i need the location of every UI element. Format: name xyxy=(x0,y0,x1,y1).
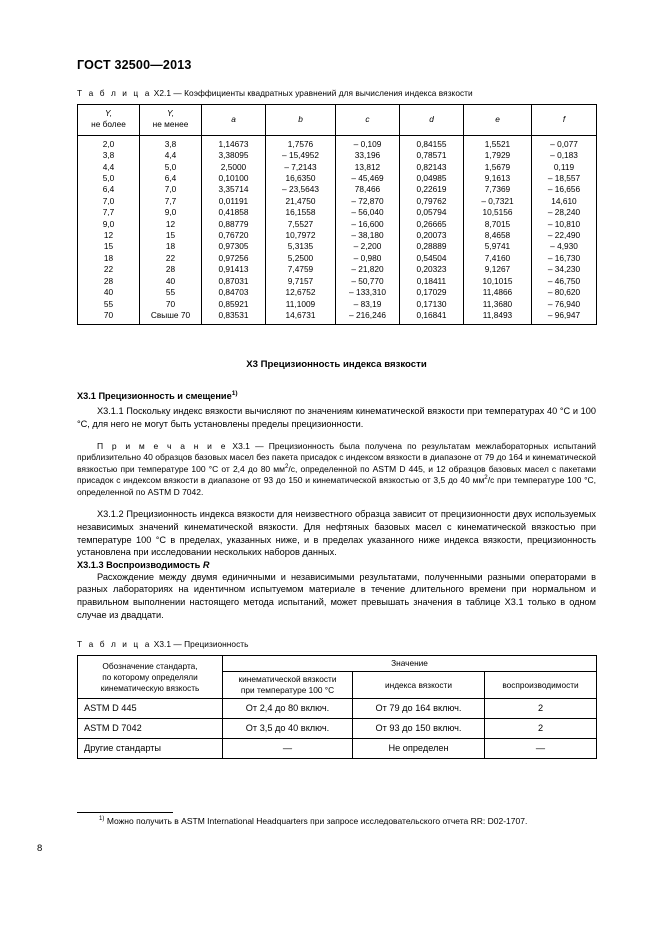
table-cell: 7,4759 xyxy=(266,264,336,275)
table-cell: – 4,930 xyxy=(532,241,597,252)
table-cell: 7,5527 xyxy=(266,219,336,230)
table-cell: 3,8 xyxy=(140,135,202,150)
table-cell: 5,3135 xyxy=(266,241,336,252)
table-cell: Не определен xyxy=(353,739,485,759)
table-cell: 1,5521 xyxy=(464,135,532,150)
table-cell: — xyxy=(223,739,353,759)
subsection-heading-x31 xyxy=(77,391,596,401)
table-cell: – 133,310 xyxy=(336,287,400,298)
table-x21-col-y-min xyxy=(140,105,202,136)
table-cell: 3,38095 xyxy=(202,150,266,161)
table-row xyxy=(78,173,597,184)
table-cell: – 46,750 xyxy=(532,276,597,287)
table-cell: 2,5000 xyxy=(202,162,266,173)
table-cell: 9,0 xyxy=(78,219,140,230)
table-cell: 22 xyxy=(140,253,202,264)
table-cell: 5,2500 xyxy=(266,253,336,264)
table-cell: 0,20073 xyxy=(400,230,464,241)
table-cell: 33,196 xyxy=(336,150,400,161)
footnote-marker: 1) xyxy=(99,815,105,823)
table-cell: 55 xyxy=(140,287,202,298)
table-x21-col-d-symbol: d xyxy=(429,113,434,124)
standard-header: ГОСТ 32500—2013 xyxy=(77,58,192,72)
table-cell: 14,6731 xyxy=(266,310,336,325)
table-cell: 0,16841 xyxy=(400,310,464,325)
table-cell: 7,7 xyxy=(78,207,140,218)
table-cell: 2 xyxy=(485,719,597,739)
table-cell: 0,84155 xyxy=(400,135,464,150)
table-cell: От 3,5 до 40 включ. xyxy=(223,719,353,739)
paragraph-x313: Расхождение между двумя единичными и независимыми результатами, полученными разными операторами в разных лабораториях на идентичном испытуемом материале в течение длительного времени при нормальном и правильном выполнении настоящего метода испытаний, может превышать значения в таблице X3.1 только в одном случае из двадцати. xyxy=(77,571,596,620)
table-cell: ASTM D 445 xyxy=(78,699,223,719)
table-cell: 5,0 xyxy=(140,162,202,173)
table-row xyxy=(78,196,597,207)
table-x21-col-y-max-sub: не более xyxy=(91,119,126,130)
table-cell: 2 xyxy=(485,699,597,719)
table-cell: – 23,5643 xyxy=(266,184,336,195)
footnote-1 xyxy=(77,816,596,827)
table-cell: 0,17130 xyxy=(400,299,464,310)
table-cell: — xyxy=(485,739,597,759)
table-cell: От 79 до 164 включ. xyxy=(353,699,485,719)
table-cell: – 96,947 xyxy=(532,310,597,325)
table-x31-col-standard xyxy=(78,656,223,699)
table-cell: От 93 до 150 включ. xyxy=(353,719,485,739)
table-cell: 0,79762 xyxy=(400,196,464,207)
table-row xyxy=(78,241,597,252)
note-x31-text-1: Прецизионность была получена по результатам межлабораторных испытаний приблизительно 40 образцов базовых масел без пакета присадок с индексом вязкости в диапазоне от 79 до 164 и кинематической вязкостью при температуре 100 °С от 2,4 до 80 мм xyxy=(77,440,597,474)
table-x31-caption-number: X3.1 xyxy=(153,639,172,650)
table-row xyxy=(78,719,597,739)
table-x31-col-standard-line1: Обозначение стандарта, xyxy=(102,660,198,671)
table-x31-caption-label: Т а б л и ц а xyxy=(77,639,152,650)
table-cell: 0,83531 xyxy=(202,310,266,325)
table-x21-body xyxy=(78,135,597,325)
table-x21-col-f-symbol: f xyxy=(562,113,566,124)
table-cell: 12 xyxy=(140,219,202,230)
note-x31 xyxy=(77,441,596,499)
table-x21-col-c xyxy=(336,105,400,136)
table-row xyxy=(78,739,597,759)
table-cell: – 7,2143 xyxy=(266,162,336,173)
table-cell: 0,78571 xyxy=(400,150,464,161)
table-cell: 0,04985 xyxy=(400,173,464,184)
table-x21 xyxy=(77,104,597,325)
table-x21-col-a-symbol: a xyxy=(231,113,236,124)
table-cell: 78,466 xyxy=(336,184,400,195)
table-cell: 1,7576 xyxy=(266,135,336,150)
table-x21-caption xyxy=(77,88,596,98)
table-x31 xyxy=(77,655,597,759)
table-x21-col-a xyxy=(202,105,266,136)
table-cell: 28 xyxy=(78,276,140,287)
table-cell: 9,0 xyxy=(140,207,202,218)
table-cell: Другие стандарты xyxy=(78,739,223,759)
table-cell: 0,97256 xyxy=(202,253,266,264)
footnote-separator xyxy=(77,812,173,813)
table-cell: – 22,490 xyxy=(532,230,597,241)
table-cell: 1,7929 xyxy=(464,150,532,161)
table-cell: 0,85921 xyxy=(202,299,266,310)
section-heading: X3 Прецизионность индекса вязкости xyxy=(246,359,427,371)
table-cell: 16,1558 xyxy=(266,207,336,218)
table-cell: 28 xyxy=(140,264,202,275)
table-cell: – 80,620 xyxy=(532,287,597,298)
table-cell: 4,4 xyxy=(78,162,140,173)
table-cell: 18 xyxy=(140,241,202,252)
table-cell: – 0,980 xyxy=(336,253,400,264)
table-cell: 55 xyxy=(78,299,140,310)
table-cell: 0,22619 xyxy=(400,184,464,195)
note-exponent-2: 2 xyxy=(484,474,488,482)
table-x21-col-f xyxy=(532,105,597,136)
table-cell: 9,1267 xyxy=(464,264,532,275)
footnote-area xyxy=(77,812,596,827)
table-cell: – 45,469 xyxy=(336,173,400,184)
table-cell: 5,9741 xyxy=(464,241,532,252)
table-x21-col-y-max xyxy=(78,105,140,136)
table-cell: – 16,600 xyxy=(336,219,400,230)
table-x21-caption-label: Т а б л и ц а xyxy=(77,88,152,98)
table-cell: – 34,230 xyxy=(532,264,597,275)
table-cell: 0,84703 xyxy=(202,287,266,298)
table-cell: – 2,200 xyxy=(336,241,400,252)
table-cell: 7,0 xyxy=(140,184,202,195)
table-x31-col-viscosity-index: индекса вязкости xyxy=(353,672,485,699)
table-x21-col-e-symbol: e xyxy=(495,113,500,124)
table-cell: – 18,557 xyxy=(532,173,597,184)
table-cell: 0,28889 xyxy=(400,241,464,252)
table-cell: 1,5679 xyxy=(464,162,532,173)
page-content xyxy=(77,88,596,759)
table-cell: 3,35714 xyxy=(202,184,266,195)
table-x21-col-y-min-symbol: Y, xyxy=(166,108,175,118)
table-cell: 40 xyxy=(78,287,140,298)
table-cell: – 216,246 xyxy=(336,310,400,325)
table-cell: – 16,656 xyxy=(532,184,597,195)
table-cell: 11,1009 xyxy=(266,299,336,310)
table-x21-col-d xyxy=(400,105,464,136)
table-cell: 11,3680 xyxy=(464,299,532,310)
table-x21-col-y-max-symbol: Y, xyxy=(104,108,113,118)
table-cell: 0,05794 xyxy=(400,207,464,218)
table-cell: – 10,810 xyxy=(532,219,597,230)
subsection-heading-x31-text: X3.1 Прецизионность и смещение xyxy=(77,391,232,402)
table-cell: 7,7 xyxy=(140,196,202,207)
table-cell: 3,8 xyxy=(78,150,140,161)
subsection-heading-x313-text: X3.1.3 Воспроизводимость xyxy=(77,559,201,570)
table-x31-caption-dash: — xyxy=(173,639,182,650)
table-cell: – 83,19 xyxy=(336,299,400,310)
table-cell: 2,0 xyxy=(78,135,140,150)
table-cell: 0,10100 xyxy=(202,173,266,184)
table-cell: 15 xyxy=(78,241,140,252)
table-x31-col-standard-line2: по которому определяли xyxy=(102,671,198,682)
table-cell: 21,4750 xyxy=(266,196,336,207)
table-cell: 14,610 xyxy=(532,196,597,207)
table-cell: От 2,4 до 80 включ. xyxy=(223,699,353,719)
table-cell: 0,20323 xyxy=(400,264,464,275)
table-row xyxy=(78,207,597,218)
table-cell: – 0,7321 xyxy=(464,196,532,207)
table-x21-col-e xyxy=(464,105,532,136)
table-cell: 6,4 xyxy=(140,173,202,184)
table-cell: ASTM D 7042 xyxy=(78,719,223,739)
table-cell: – 72,870 xyxy=(336,196,400,207)
note-x31-text-2: /с, определенной по ASTM D 445, и 12 образцов базовых масел с пакетами присадок с индексом вязкости в диапазоне от 93 до 150 и кинематической вязкостью от 3,5 до 40 мм xyxy=(77,463,597,486)
table-x21-col-y-min-sub: не менее xyxy=(152,119,189,130)
table-x21-header-row xyxy=(78,105,597,136)
table-cell: 22 xyxy=(78,264,140,275)
table-cell: 0,76720 xyxy=(202,230,266,241)
table-cell: 0,17029 xyxy=(400,287,464,298)
footnote-ref-1[interactable]: 1) xyxy=(231,390,238,398)
footnote-text: Можно получить в ASTM International Headquarters при запросе исследовательского отчета RR: D02-1707. xyxy=(106,816,528,826)
table-x21-col-b-symbol: b xyxy=(298,113,303,124)
table-cell: 0,97305 xyxy=(202,241,266,252)
page-number: 8 xyxy=(37,843,43,854)
table-cell: 0,26665 xyxy=(400,219,464,230)
note-x31-number: X3.1 xyxy=(232,440,250,451)
table-row xyxy=(78,219,597,230)
table-row xyxy=(78,150,597,161)
table-cell: 18 xyxy=(78,253,140,264)
table-cell: – 15,4952 xyxy=(266,150,336,161)
table-cell: 13,812 xyxy=(336,162,400,173)
table-cell: – 28,240 xyxy=(532,207,597,218)
subsection-heading-x313-symbol: R xyxy=(202,559,210,570)
table-x21-caption-number: X2.1 xyxy=(153,88,172,98)
table-cell: 70 xyxy=(140,299,202,310)
note-x31-dash: — xyxy=(255,440,264,451)
table-x21-caption-dash: — xyxy=(173,88,182,98)
table-x31-col-kinematic-viscosity xyxy=(223,672,353,699)
table-cell: 0,01191 xyxy=(202,196,266,207)
table-cell: – 21,820 xyxy=(336,264,400,275)
table-row xyxy=(78,162,597,173)
table-row xyxy=(78,699,597,719)
table-row xyxy=(78,299,597,310)
table-row xyxy=(78,310,597,325)
table-cell: 8,7015 xyxy=(464,219,532,230)
table-cell: – 56,040 xyxy=(336,207,400,218)
note-x31-label: П р и м е ч а н и е xyxy=(97,440,228,451)
table-cell: Свыше 70 xyxy=(140,310,202,325)
table-row xyxy=(78,264,597,275)
table-x21-col-b xyxy=(266,105,336,136)
table-cell: 12 xyxy=(78,230,140,241)
table-cell: 0,54504 xyxy=(400,253,464,264)
table-x31-col-kinematic-viscosity-line1: кинематической вязкости xyxy=(238,674,337,685)
table-cell: 0,18411 xyxy=(400,276,464,287)
table-cell: 0,41858 xyxy=(202,207,266,218)
table-cell: 0,119 xyxy=(532,162,597,173)
table-row xyxy=(78,287,597,298)
paragraph-x311: X3.1.1 Поскольку индекс вязкости вычисляют по значениям кинематической вязкости при температурах 40 °С и 100 °С, для него не могут быть установлены пределы прецизионности. xyxy=(77,406,596,429)
table-row xyxy=(78,230,597,241)
table-x31-col-kinematic-viscosity-line2: при температуре 100 °С xyxy=(240,685,335,696)
table-cell: 9,1613 xyxy=(464,173,532,184)
table-cell: 7,4160 xyxy=(464,253,532,264)
table-cell: – 76,940 xyxy=(532,299,597,310)
note-x31-text-3: /с при температуре 100 °С, определенной по ASTM D 7042. xyxy=(77,475,597,497)
table-cell: 7,0 xyxy=(78,196,140,207)
table-cell: 70 xyxy=(78,310,140,325)
table-x31-caption-title: Прецизионность xyxy=(184,639,249,650)
table-x31-col-group-value: Значение xyxy=(223,656,597,672)
table-cell: – 38,180 xyxy=(336,230,400,241)
table-cell: – 50,770 xyxy=(336,276,400,287)
table-row xyxy=(78,135,597,150)
table-cell: – 0,109 xyxy=(336,135,400,150)
table-cell: – 0,077 xyxy=(532,135,597,150)
paragraph-x312: X3.1.2 Прецизионность индекса вязкости для неизвестного образца зависит от прецизионности двух используемых независимых значений кинематической вязкости. Для нефтяных базовых масел с кинематической вязкостью при температуре 100 °С в пределах, указанных ниже, и в пределах указанного ниже индекса вязкости, прецизионность установлена при исследовании нескольких наборов данных. xyxy=(77,509,596,558)
table-cell: 40 xyxy=(140,276,202,287)
table-cell: 8,4658 xyxy=(464,230,532,241)
table-x31-col-reproducibility: воспроизводимости xyxy=(485,672,597,699)
table-row xyxy=(78,253,597,264)
table-x21-col-c-symbol: c xyxy=(365,113,370,124)
table-x31-header-row-1 xyxy=(78,656,597,672)
table-cell: 0,91413 xyxy=(202,264,266,275)
table-cell: 15 xyxy=(140,230,202,241)
table-cell: 6,4 xyxy=(78,184,140,195)
table-cell: – 0,183 xyxy=(532,150,597,161)
table-cell: 1,14673 xyxy=(202,135,266,150)
table-cell: 0,82143 xyxy=(400,162,464,173)
table-cell: 16,6350 xyxy=(266,173,336,184)
table-cell: 0,87031 xyxy=(202,276,266,287)
table-row xyxy=(78,276,597,287)
subsection-heading-x313 xyxy=(77,560,596,570)
table-cell: 5,0 xyxy=(78,173,140,184)
table-cell: 9,7157 xyxy=(266,276,336,287)
table-cell: 4,4 xyxy=(140,150,202,161)
table-cell: 10,5156 xyxy=(464,207,532,218)
table-x31-col-standard-line3: кинематическую вязкость xyxy=(100,682,200,693)
table-cell: 7,7369 xyxy=(464,184,532,195)
table-cell: 10,7972 xyxy=(266,230,336,241)
table-x31-body xyxy=(78,699,597,759)
table-cell: 11,8493 xyxy=(464,310,532,325)
table-x31-caption xyxy=(77,639,596,649)
note-exponent-1: 2 xyxy=(284,462,289,470)
table-cell: 0,88779 xyxy=(202,219,266,230)
table-cell: 11,4866 xyxy=(464,287,532,298)
table-cell: – 16,730 xyxy=(532,253,597,264)
table-x21-caption-title: Коэффициенты квадратных уравнений для вычисления индекса вязкости xyxy=(184,88,473,98)
table-row xyxy=(78,184,597,195)
table-cell: 10,1015 xyxy=(464,276,532,287)
table-cell: 12,6752 xyxy=(266,287,336,298)
